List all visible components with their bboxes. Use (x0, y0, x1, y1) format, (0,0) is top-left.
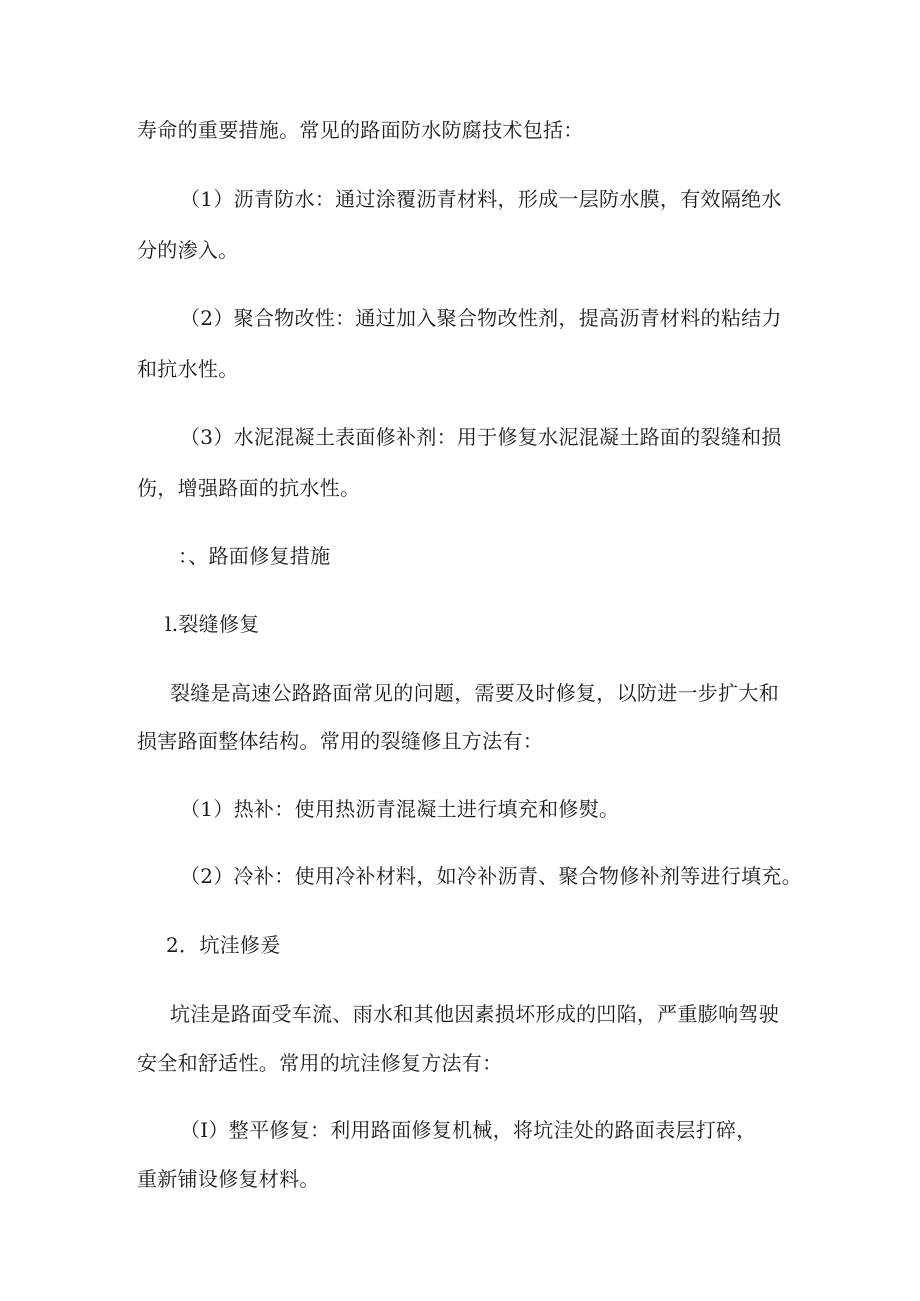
list-item-line: （2）聚合物改性：通过加入聚合物改性剂，提高沥青材料的粘结力 (180, 306, 782, 330)
list-item-line: （3）水泥混凝土表面修补剂：用于修复水泥混凝土路面的裂缝和损 (180, 425, 782, 449)
list-item-continuation: 重新铺设修复材料。 (137, 1167, 320, 1191)
list-item-continuation: 和抗水性。 (137, 357, 239, 381)
list-item-line: （1）沥青防水：通过涂覆沥青材料，形成一层防水膜，有效隔绝水 (180, 187, 782, 211)
paragraph-line: 裂缝是高速公路路面常见的问题，需要及时修复，以防进一步扩大和 (170, 681, 779, 705)
subsection-heading: l.裂缝修复 (165, 612, 260, 636)
list-item-continuation: 伤，增强路面的抗水性。 (137, 476, 361, 500)
list-item-continuation: 分的渗入。 (137, 238, 239, 262)
section-heading: ：、路面修复措施 (178, 544, 331, 568)
paragraph-line: 安全和舒适性。常用的坑洼修复方法有： (137, 1051, 503, 1075)
text-line: 寿命的重要措施。常见的路面防水防腐技术包括： (137, 118, 584, 142)
subsection-heading: 2．坑洼修爰 (166, 933, 281, 957)
paragraph-line: 损害路面整体结构。常用的裂缝修且方法有： (137, 729, 543, 753)
paragraph-line: 坑洼是路面受车流、雨水和其他因素损坏形成的凹陷，严重膨响驾驶 (170, 1002, 779, 1026)
list-item-line: （2）冷补：使用冷补材料，如冷补沥青、聚合物修补剂等进行填充。 (180, 864, 803, 888)
list-item-line: （1）热补：使用热沥青混凝土进行填充和修熨。 (180, 797, 620, 821)
list-item-line: （I）整平修复：利用路面修复机械，将坑洼处的路面表层打碎， (180, 1118, 757, 1142)
